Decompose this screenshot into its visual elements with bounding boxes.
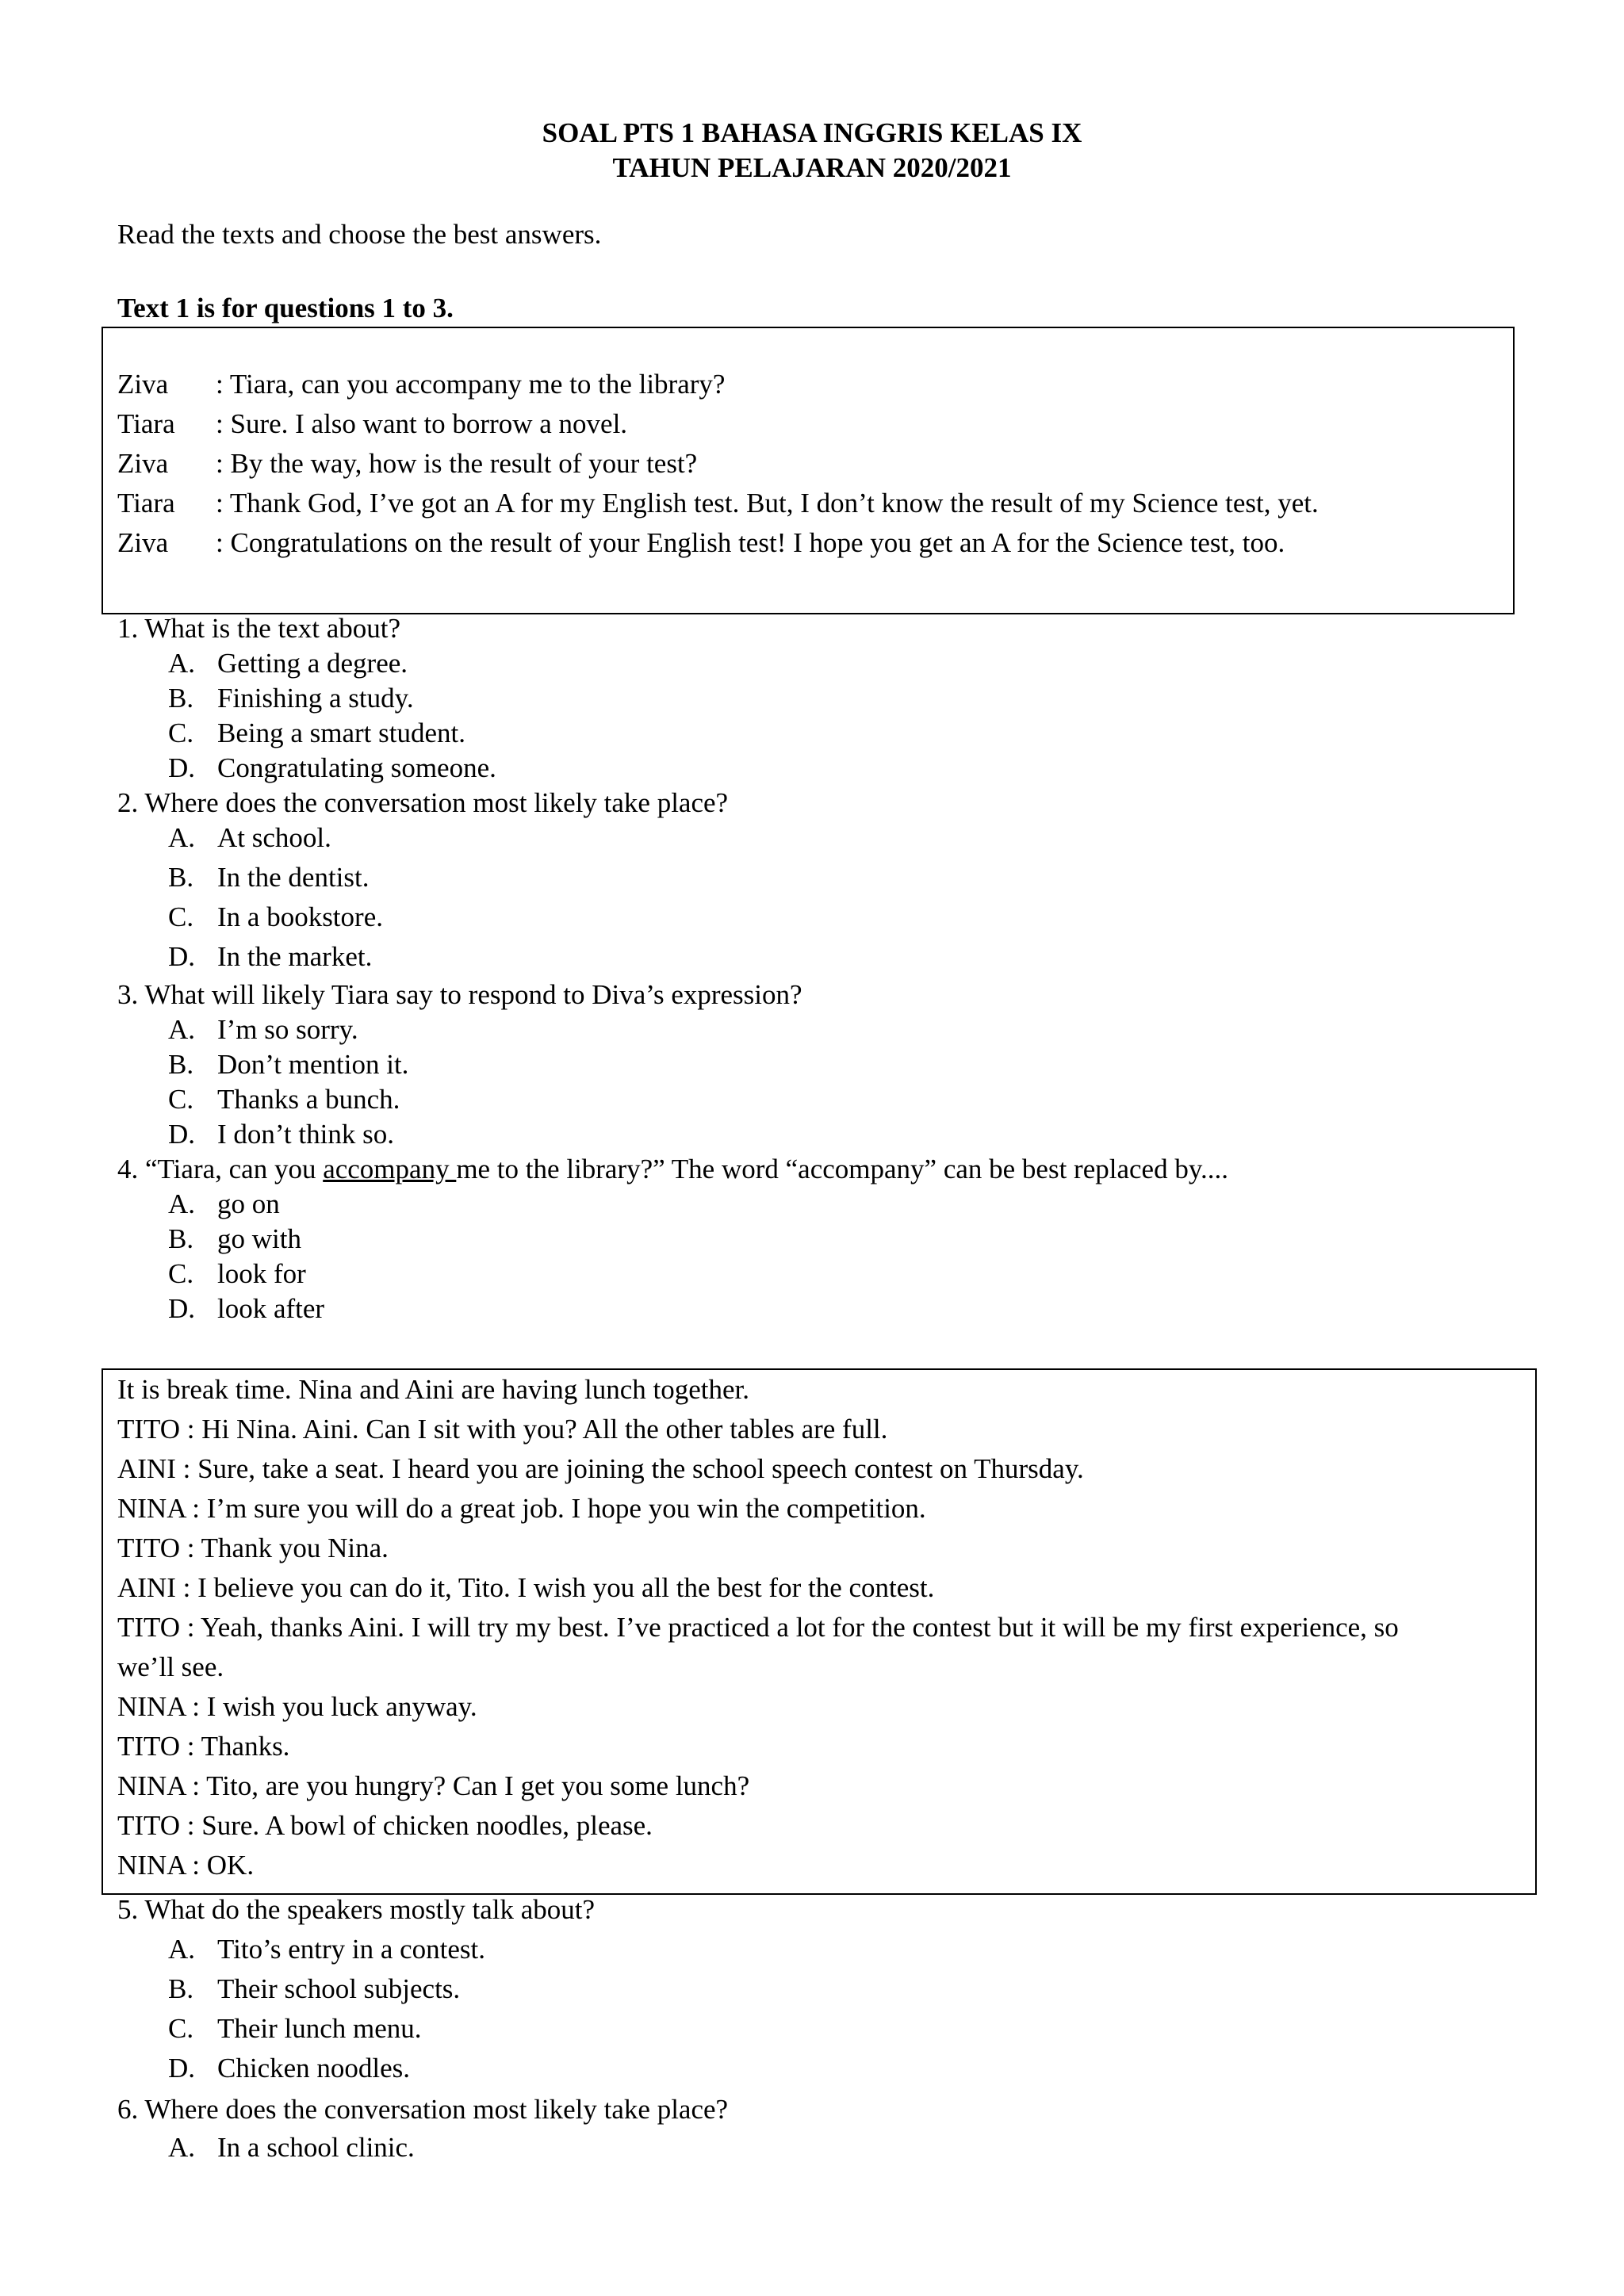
question-5-option-a[interactable]	[168, 1933, 485, 1966]
dialog-line	[117, 447, 697, 480]
option-text: In the dentist.	[217, 862, 370, 893]
option-letter: B.	[168, 683, 194, 714]
option-letter: C.	[168, 901, 194, 932]
option-letter: A.	[168, 2132, 196, 2163]
option-letter: C.	[168, 1258, 194, 1289]
question-1-option-c[interactable]	[168, 717, 465, 750]
question-4-option-c[interactable]	[168, 1257, 306, 1291]
question-1-stem: 1. What is the text about?	[117, 613, 401, 644]
text2-line: AINI : Sure, take a seat. I heard you are joining the school speech contest on Thursday.	[117, 1453, 1084, 1484]
question-4-option-d[interactable]	[168, 1292, 324, 1326]
text2-line: TITO : Sure. A bowl of chicken noodles, please.	[117, 1810, 653, 1841]
option-text: Chicken noodles.	[217, 2053, 411, 2084]
option-letter: B.	[168, 862, 194, 893]
question-4-option-a[interactable]	[168, 1188, 280, 1221]
option-letter: D.	[168, 752, 196, 783]
option-text: I don’t think so.	[217, 1119, 394, 1150]
option-text: In a bookstore.	[217, 901, 383, 932]
underlined-word: accompany	[323, 1154, 457, 1184]
option-text: Being a smart student.	[217, 718, 466, 748]
option-letter: D.	[168, 1119, 196, 1150]
dialog-line	[117, 408, 627, 441]
option-letter: A.	[168, 1014, 196, 1045]
text2-line: TITO : Thanks.	[117, 1731, 290, 1762]
question-1-option-a[interactable]	[168, 647, 408, 680]
question-5-stem: 5. What do the speakers mostly talk about?	[117, 1894, 595, 1925]
question-4-stem-end: me to the library?” The word “accompany” can be best replaced by....	[456, 1154, 1229, 1184]
question-3-option-d[interactable]	[168, 1118, 394, 1151]
option-text: Their school subjects.	[217, 1973, 461, 2004]
dialog-line	[117, 487, 1319, 520]
dialog-text: : Thank God, I’ve got an A for my English test. But, I don’t know the result of my Science test, yet.	[216, 488, 1319, 519]
option-letter: A.	[168, 1934, 196, 1965]
question-3-option-b[interactable]	[168, 1048, 408, 1081]
option-letter: B.	[168, 1049, 194, 1080]
question-2-option-a[interactable]	[168, 821, 331, 855]
text2-line: TITO : Thank you Nina.	[117, 1533, 389, 1563]
question-4-stem	[117, 1153, 1228, 1186]
text1-heading: Text 1 is for questions 1 to 3.	[117, 293, 454, 323]
dialog-speaker: Tiara	[117, 408, 175, 439]
option-text: I’m so sorry.	[217, 1014, 358, 1045]
text2-line: NINA : OK.	[117, 1850, 255, 1881]
dialog-text: : Tiara, can you accompany me to the library?	[216, 369, 726, 400]
dialog-speaker: Ziva	[117, 369, 169, 400]
option-text: go on	[217, 1188, 280, 1219]
option-text: Congratulating someone.	[217, 752, 496, 783]
option-text: In the market.	[217, 941, 373, 972]
question-4-stem-start: 4. “Tiara, can you	[117, 1154, 324, 1184]
dialog-line	[117, 526, 1285, 560]
option-letter: A.	[168, 822, 196, 853]
option-text: look for	[217, 1258, 306, 1289]
option-text: look after	[217, 1293, 325, 1324]
text2-line: we’ll see.	[117, 1651, 224, 1682]
text2-line: NINA : I wish you luck anyway.	[117, 1691, 477, 1722]
option-letter: D.	[168, 1293, 196, 1324]
text2-line: TITO : Yeah, thanks Aini. I will try my best. I’ve practiced a lot for the contest but it will be my first experience, so	[117, 1612, 1399, 1643]
dialog-text: : Congratulations on the result of your English test! I hope you get an A for the Science test, too.	[216, 527, 1285, 558]
question-6-stem: 6. Where does the conversation most likely take place?	[117, 2094, 729, 2125]
question-3-option-a[interactable]	[168, 1013, 358, 1047]
option-text: Their lunch menu.	[217, 2013, 422, 2044]
option-text: Getting a degree.	[217, 648, 408, 679]
text2-line: NINA : I’m sure you will do a great job. I hope you win the competition.	[117, 1493, 926, 1524]
question-1-option-b[interactable]	[168, 682, 414, 715]
option-text: Tito’s entry in a contest.	[217, 1934, 486, 1965]
option-letter: B.	[168, 1223, 194, 1254]
dialog-speaker: Ziva	[117, 527, 169, 558]
instruction-text: Read the texts and choose the best answers.	[117, 219, 602, 250]
text2-line: NINA : Tito, are you hungry? Can I get you some lunch?	[117, 1770, 750, 1801]
option-text: In a school clinic.	[217, 2132, 415, 2163]
option-letter: D.	[168, 2053, 196, 2084]
dialog-text: : By the way, how is the result of your test?	[216, 448, 698, 479]
text2-line: It is break time. Nina and Aini are having lunch together.	[117, 1374, 750, 1405]
option-letter: C.	[168, 718, 194, 748]
question-5-option-c[interactable]	[168, 2012, 422, 2045]
question-5-option-b[interactable]	[168, 1973, 460, 2006]
question-2-stem: 2. Where does the conversation most likely take place?	[117, 787, 729, 818]
question-3-stem: 3. What will likely Tiara say to respond to Diva’s expression?	[117, 979, 802, 1010]
text2-line: AINI : I believe you can do it, Tito. I wish you all the best for the contest.	[117, 1572, 935, 1603]
option-letter: C.	[168, 1084, 194, 1115]
question-5-option-d[interactable]	[168, 2052, 410, 2085]
question-2-option-c[interactable]	[168, 901, 383, 934]
question-3-option-c[interactable]	[168, 1083, 400, 1116]
question-2-option-b[interactable]	[168, 861, 370, 894]
option-text: Don’t mention it.	[217, 1049, 409, 1080]
dialog-text: : Sure. I also want to borrow a novel.	[216, 408, 628, 439]
text2-line: TITO : Hi Nina. Aini. Can I sit with you? All the other tables are full.	[117, 1414, 888, 1445]
option-text: Thanks a bunch.	[217, 1084, 400, 1115]
option-text: At school.	[217, 822, 331, 853]
page-title: SOAL PTS 1 BAHASA INGGRIS KELAS IX	[542, 117, 1082, 148]
question-6-option-a[interactable]	[168, 2131, 415, 2164]
question-4-option-b[interactable]	[168, 1223, 301, 1256]
dialog-speaker: Ziva	[117, 448, 169, 479]
question-2-option-d[interactable]	[168, 940, 372, 974]
option-text: Finishing a study.	[217, 683, 414, 714]
dialog-speaker: Tiara	[117, 488, 175, 519]
option-letter: D.	[168, 941, 196, 972]
option-letter: B.	[168, 1973, 194, 2004]
option-text: go with	[217, 1223, 301, 1254]
dialog-line	[117, 368, 725, 401]
page-subtitle: TAHUN PELAJARAN 2020/2021	[612, 152, 1012, 183]
option-letter: C.	[168, 2013, 194, 2044]
question-1-option-d[interactable]	[168, 752, 496, 785]
option-letter: A.	[168, 648, 196, 679]
option-letter: A.	[168, 1188, 196, 1219]
